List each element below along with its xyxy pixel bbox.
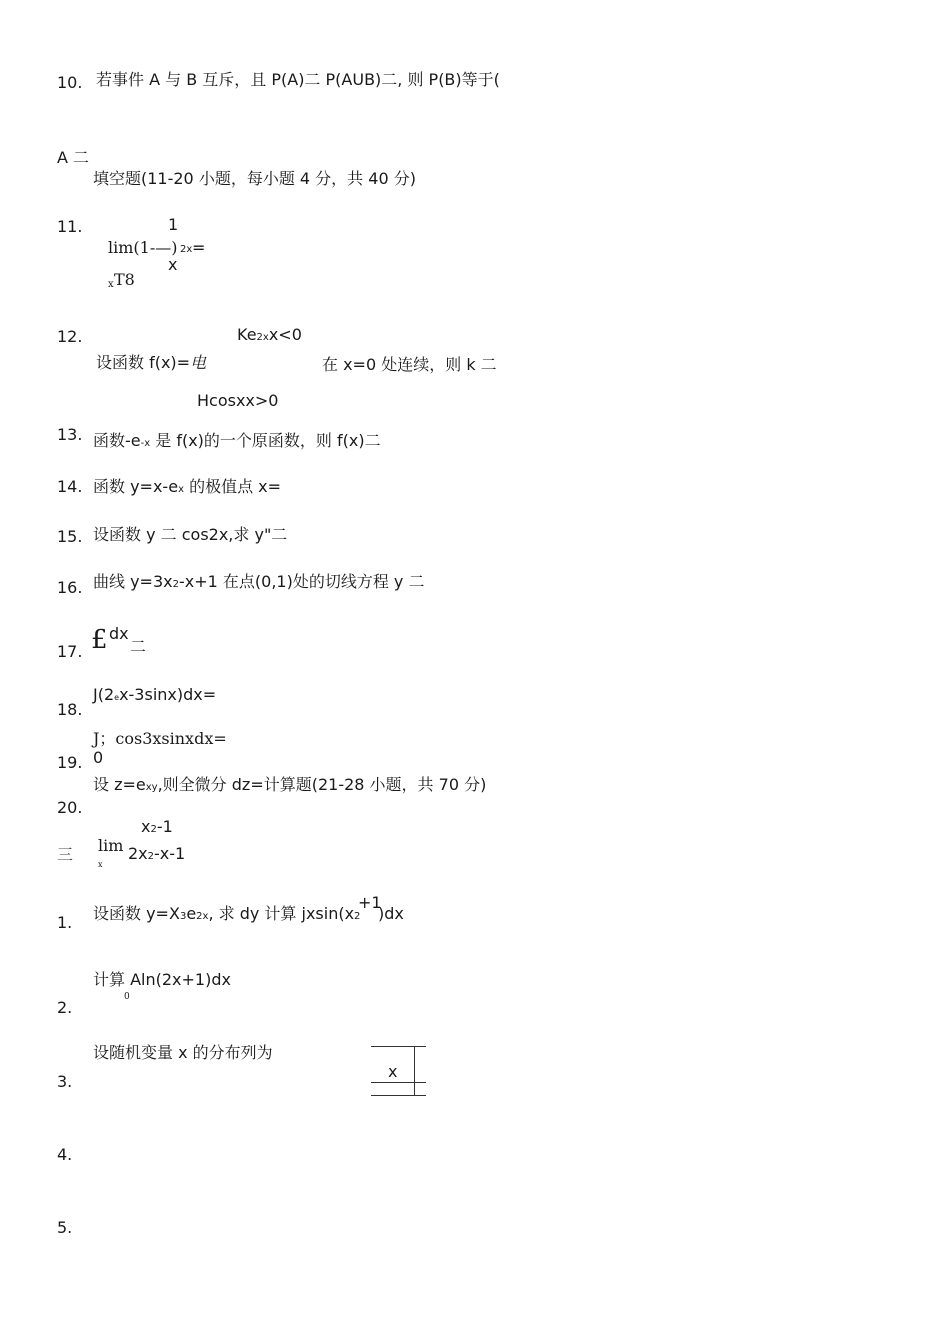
p2-number: 2. [57, 998, 73, 1017]
q18-text-a: J(2 [93, 685, 115, 704]
q16-number: 16. [57, 578, 83, 597]
calc-denominator-sub: 2 [147, 851, 155, 862]
q16-text-a: 曲线 y=3x [93, 572, 173, 591]
q11-limit-subscript: x [108, 279, 114, 290]
q19-text: J；cos3xsinxdx= [93, 729, 227, 748]
q15-number: 15. [57, 527, 83, 546]
q11-numerator: 1 [168, 215, 179, 234]
q13-number: 13. [57, 425, 83, 444]
p1-sub1: 3 [179, 911, 187, 922]
calc-numerator-sub: 2 [150, 824, 157, 835]
calc-denominator-b: -x-1 [154, 844, 186, 863]
table-divider [414, 1046, 415, 1096]
q20-text [93, 777, 486, 793]
calc-numerator-b: -1 [156, 817, 173, 836]
q15-text: 设函数 y 二 cos2x,求 y"二 [93, 525, 288, 544]
q19-lower-limit: 0 [93, 748, 104, 767]
calc-numerator [141, 819, 173, 835]
p1-text-b: e [186, 904, 197, 923]
q10-number: 10. [57, 73, 83, 92]
p3-text: 设随机变量 x 的分布列为 [93, 1043, 273, 1062]
q17-equals: 二 [130, 637, 147, 656]
p2-text: 计算 Aln(2x+1)dx [93, 970, 231, 989]
calc-denominator [128, 846, 185, 862]
q12-tail: 在 x=0 处连续，则 k 二 [322, 355, 497, 374]
q20-number: 20. [57, 798, 83, 817]
q11-denominator: x [168, 255, 178, 274]
q20-text-b: ,则全微分 dz=计算题(21-28 小题，共 70 分) [157, 775, 487, 794]
q12-case1-b: x<0 [268, 325, 302, 344]
p1-text [93, 906, 360, 922]
p4-number: 4. [57, 1145, 73, 1164]
q11-limit-target: T8 [114, 270, 135, 289]
q14-text-a: 函数 y=x-e [93, 477, 179, 496]
q10-text: 若事件 A 与 B 互斥，且 P(A)二 P(AUB)二, 则 P(B)等于( [96, 70, 500, 89]
q13-text [93, 433, 381, 449]
p5-number: 5. [57, 1218, 73, 1237]
q12-lead-text: 设函数 f(x)= [96, 353, 191, 372]
p1-text-c: , 求 dy 计算 jxsin(x [208, 904, 355, 923]
p1-sub3: 2 [354, 911, 361, 922]
table-mid-rule [371, 1082, 426, 1083]
q13-text-a: 函数-e [93, 431, 141, 450]
q18-text-b: x-3sinx)dx= [119, 685, 217, 704]
calc-numerator-a: x [141, 817, 151, 836]
p1-tail: )dx [378, 904, 404, 923]
q19-number: 19. [57, 753, 83, 772]
q12-case1-a: Ke [237, 325, 257, 344]
p1-sub2: 2x [196, 911, 209, 922]
q16-text [93, 574, 425, 590]
p1-text-a: 设函数 y=X [93, 904, 180, 923]
q12-case2: Hcosxx>0 [197, 391, 279, 410]
q16-text-b: -x+1 在点(0,1)处的切线方程 y 二 [179, 572, 425, 591]
q14-sub: x [178, 484, 184, 495]
q13-text-b: 是 f(x)的一个原函数，则 f(x)二 [150, 431, 381, 450]
q18-sub: e [114, 693, 120, 702]
calc-lim: lim [98, 836, 124, 855]
q13-sub: -x [140, 438, 151, 449]
table-top-rule [371, 1046, 426, 1047]
q14-number: 14. [57, 477, 83, 496]
answer-a-line: A 二 [57, 148, 90, 167]
q11-equals: = [192, 238, 206, 257]
q12-number: 12. [57, 327, 83, 346]
q11-exponent: 2x [180, 244, 193, 255]
q18-text [93, 687, 216, 703]
table-cell-x: x [388, 1062, 398, 1081]
calc-denominator-a: 2x [128, 844, 148, 863]
section-three-label: 三 [57, 845, 74, 864]
q20-sub: xy [145, 782, 158, 793]
q17-dx: dx [109, 624, 129, 643]
q17-pound-symbol: £ [91, 625, 108, 655]
q18-number: 18. [57, 700, 83, 719]
p1-number: 1. [57, 913, 73, 932]
calc-lim-subscript: x [98, 860, 103, 869]
q20-text-a: 设 z=e [93, 775, 146, 794]
q14-text-b: 的极值点 x= [183, 477, 282, 496]
p1-superscript: +1 [358, 893, 382, 912]
q16-sub: 2 [172, 579, 179, 590]
table-bottom-rule [371, 1095, 426, 1096]
q12-case1-sub: 2x [256, 332, 269, 343]
fill-in-section-header: 填空题(11-20 小题，每小题 4 分，共 40 分) [93, 169, 416, 188]
distribution-table [371, 1046, 426, 1096]
q17-number: 17. [57, 642, 83, 661]
q12-case1 [237, 327, 302, 343]
q12-glyph: 电 [190, 353, 207, 372]
p3-number: 3. [57, 1072, 73, 1091]
q11-number: 11. [57, 217, 83, 236]
q12-lead [96, 355, 206, 371]
q11-limit-expression: lim(1-—) [108, 238, 178, 257]
p2-lower-limit: 0 [124, 992, 130, 1002]
q14-text [93, 479, 281, 495]
